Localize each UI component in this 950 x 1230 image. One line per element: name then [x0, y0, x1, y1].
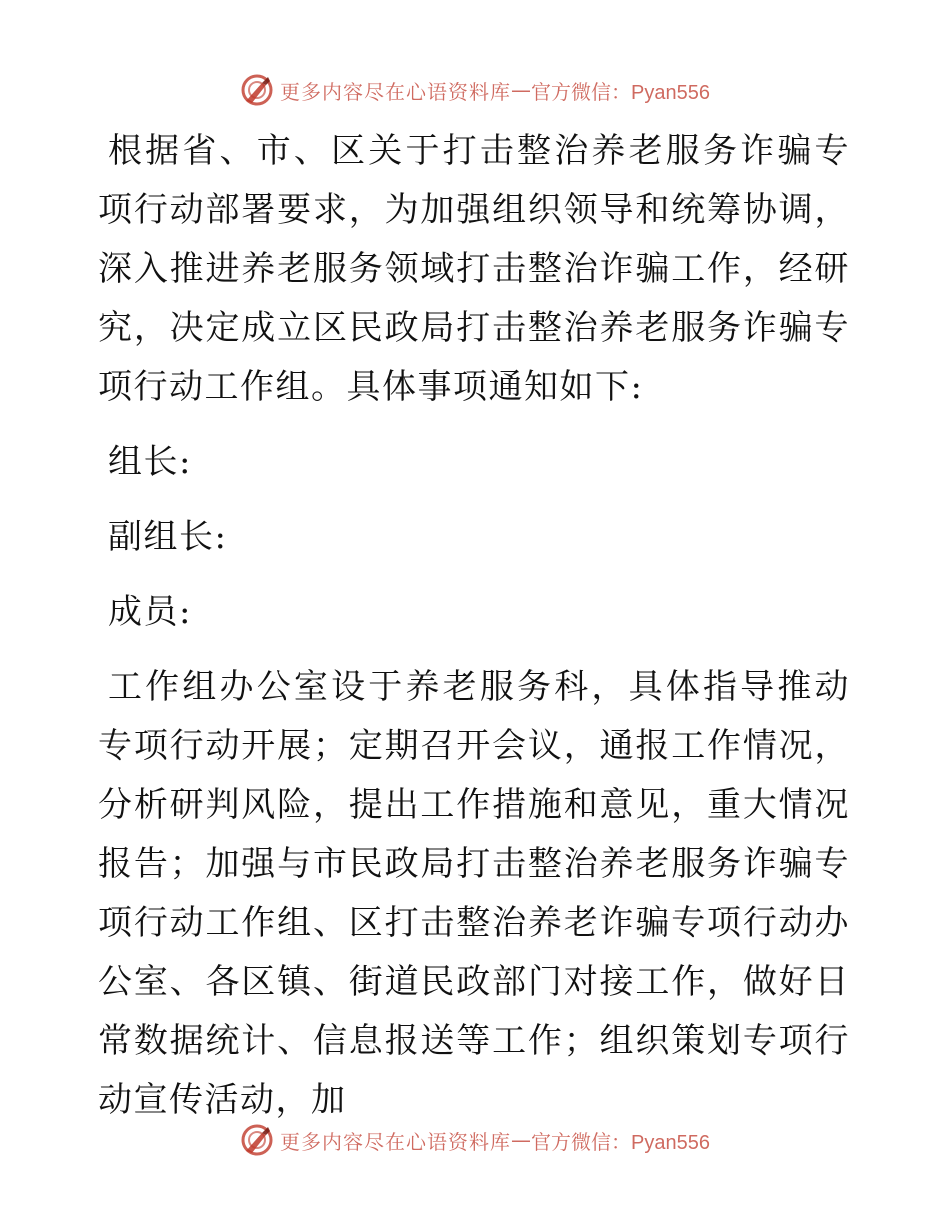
footer-watermark: [0, 1120, 950, 1160]
watermark-dash: —: [511, 1128, 532, 1152]
watermark-text: 更多内容尽在心语资料库: [280, 79, 512, 104]
group-leader-line: 组长:: [108, 442, 192, 482]
deputy-leader-line: 副组长:: [108, 517, 228, 557]
watermark-account: 官方微信：Pyan556: [531, 1131, 710, 1154]
members-line: 成员:: [108, 592, 192, 632]
pen-logo-icon: [240, 73, 274, 107]
watermark-dash: —: [511, 78, 532, 102]
office-duties-paragraph: 工作组办公室设于养老服务科，具体指导推动专项行动开展；定期召开会议，通报工作情况，分析研判风险，提出工作措施和意见，重大情况报告；加强与市民政局打击整治养老服务诈骗专项行动工作组、区打击整治养老诈骗专项行动办公室、各区镇、街道民政部门对接工作，做好日常数据统计、信息报送等工作；组织策划专项行动宣传活动，加: [98, 667, 850, 1120]
header-watermark: [0, 70, 950, 110]
pen-logo-icon: [240, 1123, 274, 1157]
intro-paragraph: 根据省、市、区关于打击整治养老服务诈骗专项行动部署要求，为加强组织领导和统筹协调，深入推进养老服务领域打击整治诈骗工作，经研究，决定成立区民政局打击整治养老服务诈骗专项行动工作组。具体事项通知如下:: [98, 131, 850, 407]
watermark-text: 更多内容尽在心语资料库: [280, 1129, 512, 1154]
document-body: [98, 122, 850, 1130]
watermark-account: 官方微信：Pyan556: [531, 81, 710, 104]
